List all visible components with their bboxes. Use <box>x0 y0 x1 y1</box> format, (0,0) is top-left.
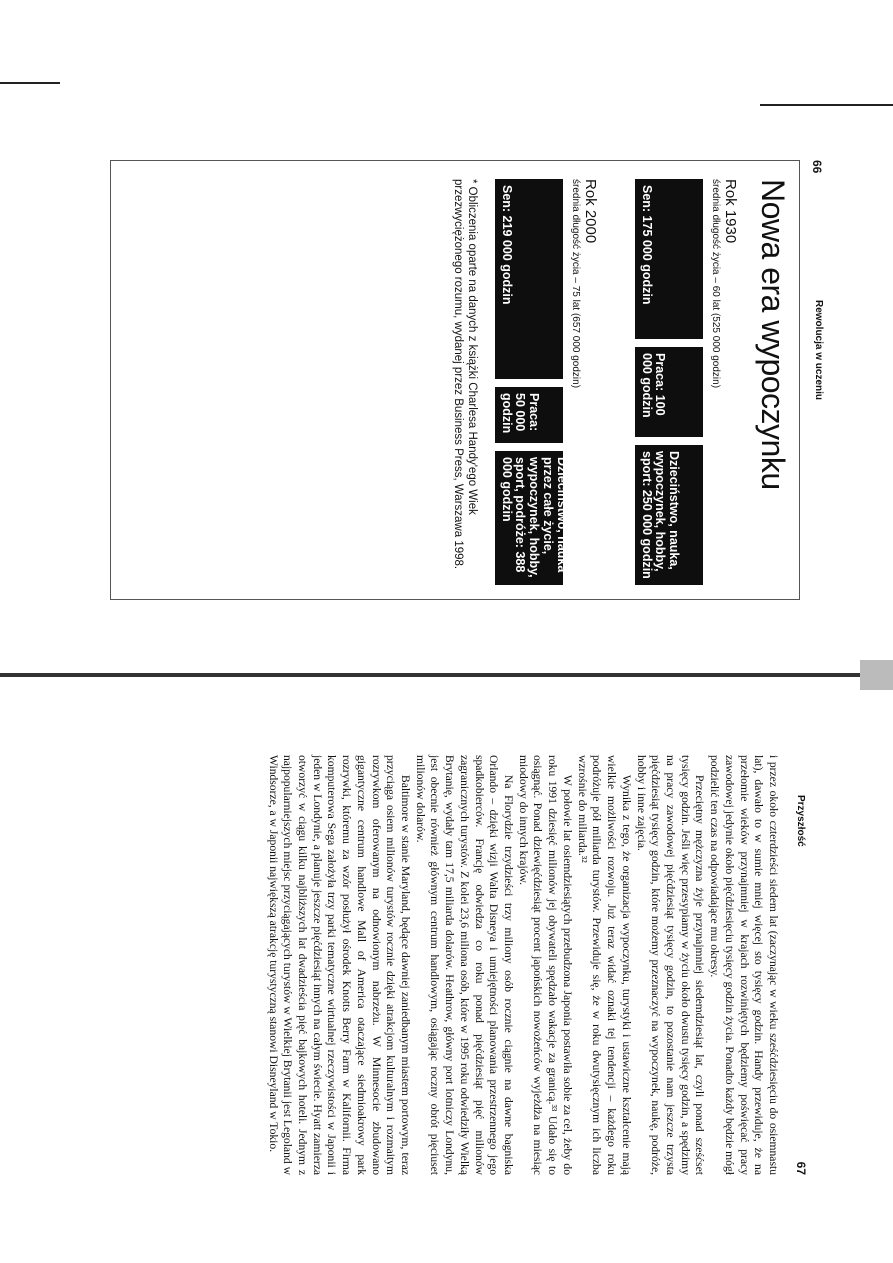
row-1930-work-bar <box>635 347 703 437</box>
page-67-header <box>790 755 810 1175</box>
scan-artifact-top-right <box>760 104 893 106</box>
paragraph: i przez około czterdzieści siedem lat (zaczynając w wieku sześćdziesięciu do osiemnastu lat), dawało to w sumie mniej więcej sto tysięcy godzin. Handy przewiduje, że na przełomie wieków przynajmniej w krajach rozwiniętych będziemy poświęcać pracy zawodowej jedynie około pięćdziesięciu tysięcy godzin życia. Ponadto każdy będzie mógł podzielić ten czas na odpowiadające mu okresy. <box>708 755 780 1175</box>
paragraph: Wynika z tego, że organizacja wypoczynku, turystyki i ustawiczne kształcenie mają wielkie możliwości rozwoju. Już teraz widać oznaki tej tendencji – każdego roku podróżuje pół miliarda turystów. Przewiduje się, że w roku dwutysięcznym ich liczba wzrośnie do miliarda.³² <box>575 755 633 1175</box>
row-1930-year: Rok 1930 <box>722 179 739 244</box>
row-2000-leisure-label: Dzieciństwo, nauka przez całe życie, wypoczynek, hobby, sport, podróże: 388 000 godzin <box>499 457 569 578</box>
footnote: * Obliczenia oparte na danych z książki Charlesa Handy'ego Wiek przezwyciężonego rozumu, wydanej przez Business Press, Warszawa 1998. <box>451 179 478 570</box>
row-1930-leisure-label: Dzieciństwo, nauka, wypoczynek, hobby, sport: 250 000 godzin <box>639 451 682 579</box>
row-1930-subtitle: średnia długość życia – 60 lat (525 000 godzin) <box>710 179 721 389</box>
chart-title: Nowa era wypoczynku <box>755 179 791 490</box>
page-66 <box>110 160 824 600</box>
row-2000-subtitle: średnia długość życia – 75 lat (657 000 godzin) <box>570 179 581 389</box>
paragraph: Baltimore w stanie Maryland, będące dawniej zaniedbanym miastem portowym, teraz przyciąga osiem milionów turystów rocznie dzięki atrakcjom kulturalnym i rozmaitym rozrywkom oferowanym na odnowionym nabrzeżu. W Minnesocie zbudowano gigantyczne centrum handlowe Mall of America otaczające siedmioakrowy park rozrywki, któremu za wzór posłużył ośrodek Knotts Berry Farm w Kalifornii. Firma komputerowa Sega założyła trzy parki tematyczne wirtualnej rzeczywistości w Japonii i jeden w Londynie, a planuje jeszcze pięćdziesiąt innych na całym świecie. Hyatt zamierza otworzyć w ciągu kilku najbliższych lat dwadzieścia pięć bajkowych hoteli. Jednym z najpopularniejszych miejsc przyciągających turystów w Wielkiej Brytanii jest Legoland w Windsorze, a w Japonii największą atrakcję turystyczną stanowi Disneyland w Tokio. <box>266 755 413 1175</box>
page-66-header <box>806 160 828 600</box>
row-2000-leisure-bar <box>495 451 569 585</box>
page-67-body <box>265 755 780 1175</box>
row-1930-work-label: Praca: 100 000 godzin <box>639 353 668 418</box>
leisure-chart <box>110 160 800 600</box>
row-1930-leisure-bar <box>635 445 703 585</box>
binding-shadow <box>860 660 893 690</box>
page-67 <box>110 755 810 1175</box>
page-number: 67 <box>794 1161 808 1175</box>
row-2000-sleep-label: Sen: 219 000 godzin <box>499 185 514 305</box>
row-1930-sleep-label: Sen: 175 000 godzin <box>639 185 654 305</box>
scan-artifact-top <box>0 82 60 84</box>
row-1930-sleep-bar <box>635 179 703 339</box>
section-title: Przyszłość <box>795 795 806 847</box>
row-2000-sleep-bar <box>495 179 563 379</box>
paragraph: Przeciętny mężczyzna żyje przynajmniej siedemdziesiąt lat, czyli ponad sześćset tysięcy godzin. Jeśli więc przesypiamy w życiu około dwustu tysięcy godzin, a spędzimy na pracy zawodowej pięćdziesiąt tysięcy godzin, to pozostanie nam jeszcze trzysta pięćdziesiąt tysięcy godzin, które możemy przeznaczyć na wypoczynek, naukę, podróże, hobby i inne zajęcia. <box>634 755 707 1175</box>
row-2000-year: Rok 2000 <box>582 179 599 244</box>
row-2000-work-label: Praca: 50 000 godzin <box>499 393 542 434</box>
running-header: Rewolucja w uczeniu <box>813 300 824 401</box>
paragraph: Na Florydzie trzydzieści trzy miliony osób rocznie ciągnie na dawne bagniska Orlando – dzięki wizji Walta Disneya i umiejętności planowania przestrzennego jego spadkobierców. Francję odwiedza co roku ponad pięćdziesiąt pięć milionów zagranicznych turystów. Z kolei 23,6 miliona osób, które w 1995 roku odwiedziły Wielką Brytanię, wydały tam 17,5 miliarda dolarów. Heathrow, główny port lotniczy Londynu, jest obecnie również głównym centrum handlowym, osiągając roczny obrót pięciuset milionów dolarów. <box>413 755 516 1175</box>
paragraph: W połowie lat osiemdziesiątych przebudzona Japonia postawiła sobie za cel, żeby do roku 1991 dziesięć milionów jej obywateli spędzało wakacje za granicą.³³ Udało się to osiągnąć. Ponad dziewięćdziesiąt procent japońskich nowożeńców wyjeżdża na miesiąc miodowy do innych krajów. <box>516 755 574 1175</box>
row-2000-work-bar <box>495 387 563 443</box>
page-number: 66 <box>810 160 824 174</box>
page-fold-line <box>0 673 893 677</box>
